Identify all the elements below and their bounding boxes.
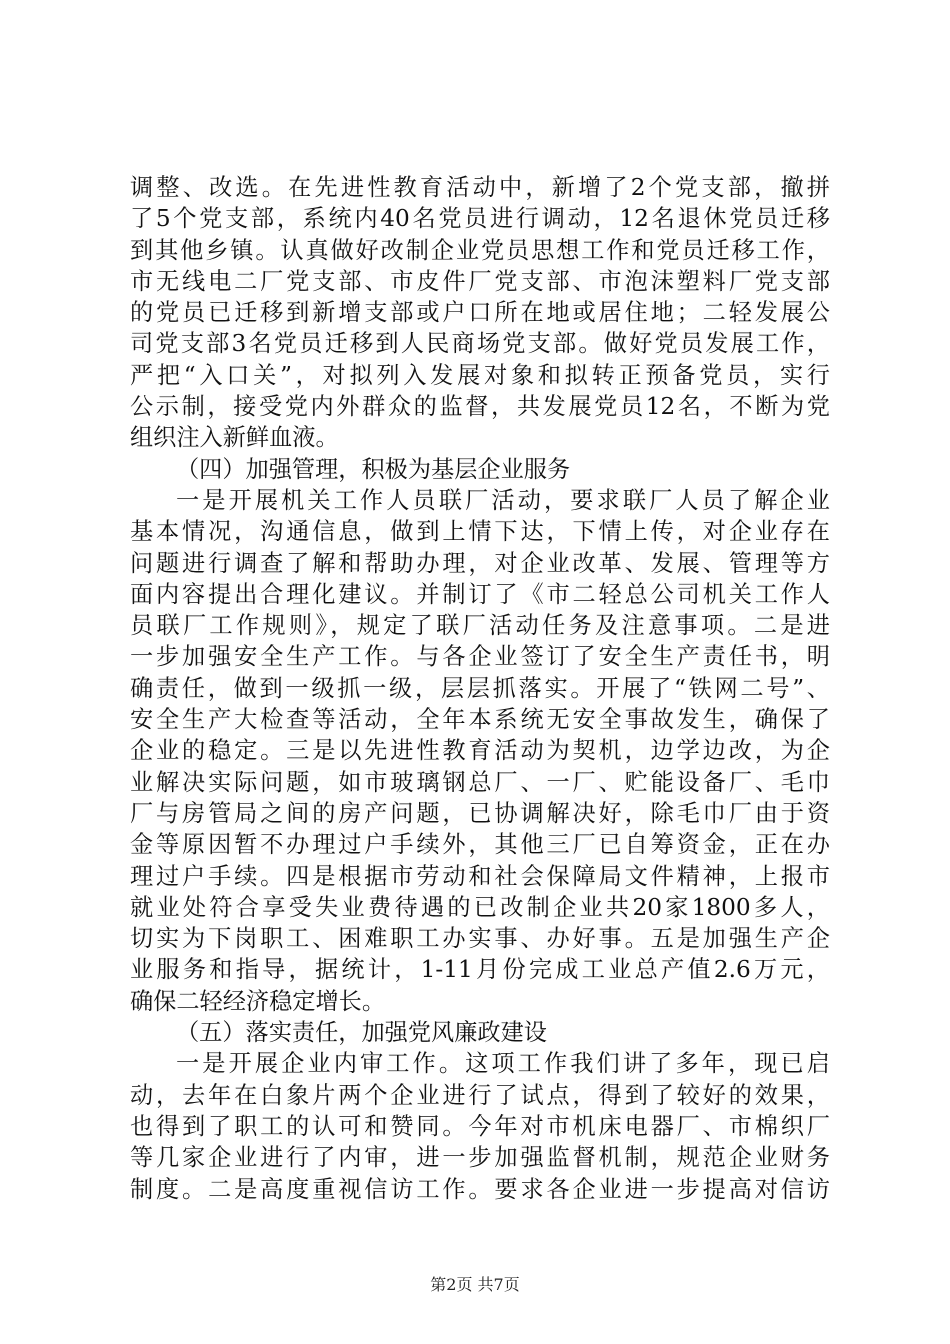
- text-line: 司党支部3名党员迁移到人民商场党支部。做好党员发展工作，: [130, 330, 830, 358]
- text-line: 的党员已迁移到新增支部或户口所在地或居住地；二轻发展公: [130, 299, 830, 327]
- text-line: 确责任，做到一级抓一级，层层抓落实。开展了“铁网二号”、: [130, 674, 830, 702]
- text-line: 面内容提出合理化建议。并制订了《市二轻总公司机关工作人: [130, 580, 830, 608]
- text-line: 也得到了职工的认可和赞同。今年对市机床电器厂、市棉织厂: [130, 1112, 830, 1140]
- text-line: 到其他乡镇。认真做好改制企业党员思想工作和党员迁移工作，: [130, 236, 830, 264]
- document-body: [130, 172, 830, 1205]
- text-line: 一是开展机关工作人员联厂活动，要求联厂人员了解企业: [176, 486, 830, 514]
- text-line: 员联厂工作规则》，规定了联厂活动任务及注意事项。二是进: [130, 612, 830, 640]
- text-line: 金等原因暂不办理过户手续外，其他三厂已自筹资金，正在办: [130, 831, 830, 859]
- text-line: 确保二轻经济稳定增长。: [130, 987, 386, 1015]
- text-line: 调整、改选。在先进性教育活动中，新增了2个党支部，撤拼: [130, 174, 830, 201]
- text-line: 制度。二是高度重视信访工作。要求各企业进一步提高对信访: [130, 1175, 830, 1203]
- text-line: 安全生产大检查等活动，全年本系统无安全事故发生，确保了: [130, 706, 830, 734]
- text-line: 市无线电二厂党支部、市皮件厂党支部、市泡沫塑料厂党支部: [130, 267, 830, 295]
- text-line: 基本情况，沟通信息，做到上情下达，下情上传，对企业存在: [130, 518, 830, 546]
- text-line: 一是开展企业内审工作。这项工作我们讲了多年，现已启: [176, 1050, 830, 1078]
- text-line: 公示制，接受党内外群众的监督，共发展党员12名，不断为党: [130, 393, 830, 421]
- section-heading: （四）加强管理，积极为基层企业服务: [176, 455, 571, 483]
- text-line: 严把“入口关”，对拟列入发展对象和拟转正预备党员，实行: [130, 361, 830, 389]
- text-line: 业服务和指导，据统计，1-11月份完成工业总产值2.6万元，: [130, 956, 830, 984]
- text-line: 了5个党支部，系统内40名党员进行调动，12名退休党员迁移: [130, 205, 830, 233]
- text-line: 一步加强安全生产工作。与各企业签订了安全生产责任书，明: [130, 643, 830, 671]
- text-line: 企业的稳定。三是以先进性教育活动为契机，边学边改，为企: [130, 737, 830, 765]
- text-line: 问题进行调查了解和帮助办理，对企业改革、发展、管理等方: [130, 549, 830, 577]
- section-heading: （五）落实责任，加强党风廉政建设: [176, 1019, 547, 1047]
- text-line: 理过户手续。四是根据市劳动和社会保障局文件精神，上报市: [130, 862, 830, 890]
- text-line: 就业处符合享受失业费待遇的已改制企业共20家1800多人，: [130, 893, 830, 921]
- text-line: 业解决实际问题，如市玻璃钢总厂、一厂、贮能设备厂、毛巾: [130, 768, 830, 796]
- page-footer: 第2页 共7页: [430, 1275, 520, 1294]
- text-line: 切实为下岗职工、困难职工办实事、办好事。五是加强生产企: [130, 925, 830, 953]
- text-line: 等几家企业进行了内审，进一步加强监督机制，规范企业财务: [130, 1144, 830, 1172]
- text-line: 动，去年在白象片两个企业进行了试点，得到了较好的效果，: [130, 1081, 830, 1109]
- text-line: 厂与房管局之间的房产问题，已协调解决好，除毛巾厂由于资: [130, 799, 830, 827]
- text-line: 组织注入新鲜血液。: [130, 424, 339, 452]
